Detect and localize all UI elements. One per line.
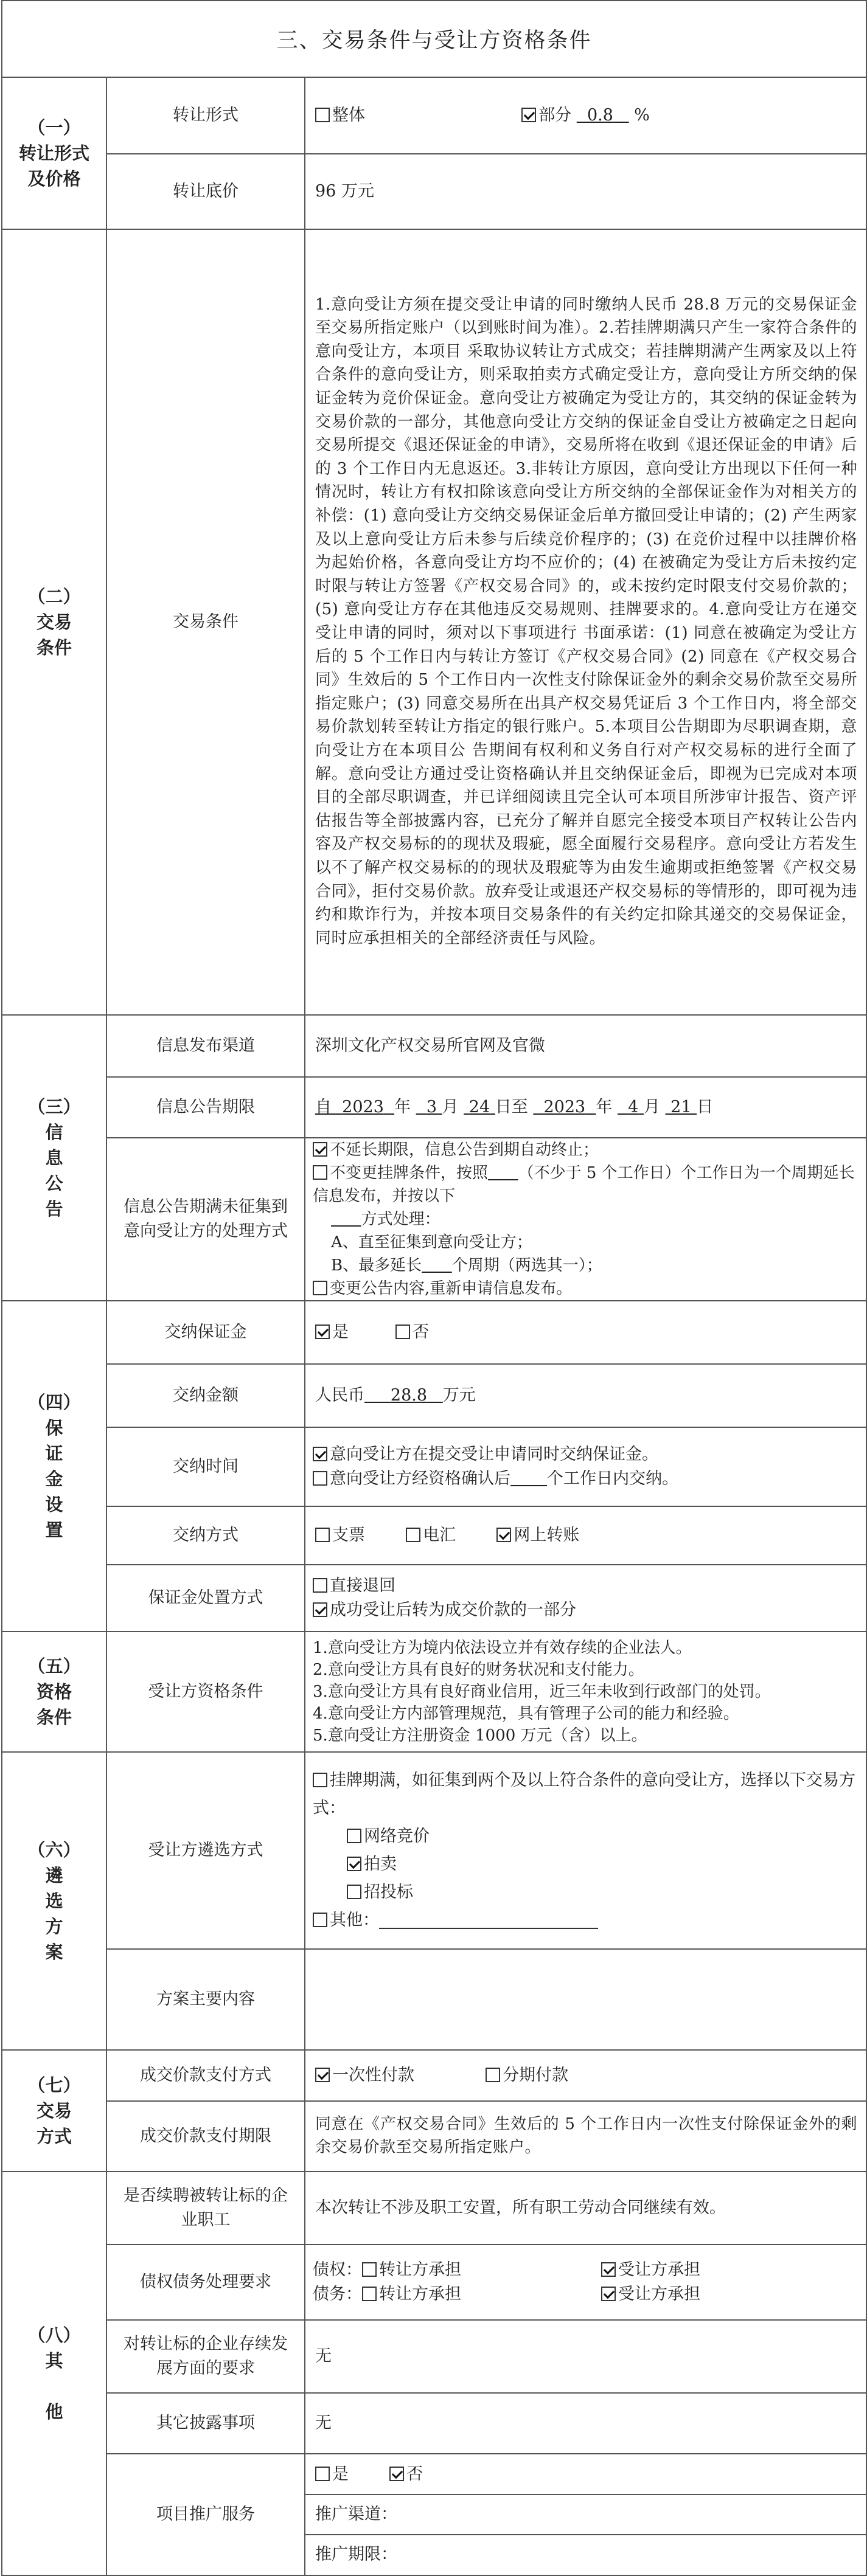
promo-channel: 推广渠道： [305,2495,866,2535]
claim-transferee-checkbox[interactable] [601,2262,616,2277]
section-2-label: （二） 交易 条件 [2,229,106,1015]
channel-label: 信息发布渠道 [106,1015,305,1077]
deposit-method-options: 支票 电汇 网上转账 [305,1506,866,1565]
online-transfer-checkbox[interactable] [496,1528,511,1542]
qualification-item: 2.意向受让方具有良好的财务状况和支付能力。 [313,1661,644,1679]
pay-term-text: 同意在《产权交易合同》生效后的 5 个工作日内一次性支付除保证金外的剩余交易价款至交易所指定账户。 [305,2101,866,2172]
pay-method-options: 一次性付款 分期付款 [305,2050,866,2101]
section-8-label: （八） 其 他 [2,2172,106,2575]
deposit-dispose-label: 保证金处置方式 [106,1565,305,1632]
promo-period: 推广期限： [315,2545,397,2564]
liab-transferor-checkbox[interactable] [362,2287,377,2301]
part-checkbox[interactable] [521,108,536,122]
period-value: 自 2023 年 3 月 24 日至 2023 年 4 月 21 日 [305,1077,866,1138]
other-disclosure-value: 无 [305,2393,866,2454]
expire-handling-options: 不延长期限，信息公告到期自动终止； 不变更挂牌条件，按照 （不少于 5 个工作日）个工作日为一个周期延长信息发布，并按以下 方式处理： A、直至征集到意向受让方； B、最多延长 个周期（两选其一）； 变更公告内容,重新申请信息发布。 [305,1138,866,1301]
refund-checkbox[interactable] [313,1578,327,1593]
section-6-label: （六） 遴 选 方 案 [2,1752,106,2050]
selection-label: 受让方遴选方式 [106,1752,305,1949]
part-value: 0.8 [587,106,613,125]
change-content-checkbox[interactable] [313,1281,327,1295]
qualification-label: 受让方资格条件 [106,1632,305,1752]
extend-checkbox[interactable] [313,1165,327,1180]
time-opt1-checkbox[interactable] [313,1447,327,1461]
deposit-dispose-options: 直接退回 成功受让后转为成交价款的一部分 [305,1565,866,1632]
promotion-label: 项目推广服务 [106,2454,305,2575]
time-opt2-checkbox[interactable] [313,1471,327,1486]
convert-checkbox[interactable] [313,1602,327,1617]
claim-transferor-checkbox[interactable] [362,2262,377,2277]
reserve-price-label: 转让底价 [106,154,305,229]
liab-transferee-checkbox[interactable] [601,2287,616,2301]
deposit-pay-value: 是 否 [305,1301,866,1364]
pay-method-label: 成交价款支付方式 [106,2050,305,2101]
page-title: 三、交易条件与受让方资格条件 [2,1,866,77]
promo-no-checkbox[interactable] [389,2467,404,2481]
lump-sum-checkbox[interactable] [315,2068,330,2082]
requirement-value: 无 [305,2320,866,2393]
staff-label: 是否续聘被转让标的企业职工 [106,2172,305,2245]
promo-yes-checkbox[interactable] [315,2467,330,2481]
period-label: 信息公告期限 [106,1077,305,1138]
whole-label: 整体 [332,106,365,125]
plan-content-label: 方案主要内容 [106,1949,305,2050]
transfer-form-label: 转让形式 [106,77,305,154]
listing-expire-checkbox[interactable] [313,1773,327,1787]
deposit-amount-value: 人民币 28.8 万元 [305,1364,866,1427]
debt-label: 债权债务处理要求 [106,2245,305,2320]
deposit-pay-label: 交纳保证金 [106,1301,305,1364]
wire-checkbox[interactable] [406,1528,420,1542]
online-bid-checkbox[interactable] [347,1829,361,1843]
other-disclosure-label: 其它披露事项 [106,2393,305,2454]
deposit-yes-checkbox[interactable] [315,1324,330,1339]
transfer-form-value [305,77,866,154]
other-checkbox[interactable] [313,1913,327,1927]
part-unit: % [634,106,650,125]
trade-conditions-text: 1.意向受让方须在提交受让申请的同时缴纳人民币 28.8 万元的交易保证金至交易所指定账户（以到账时间为准）。2.若挂牌期满只产生一家符合条件的意向受让方，本项目 采取协议转让方式成交；若挂牌期满产生两家及以上符合条件的意向受让方，则采取拍卖方式确定受让方，意向受让方所交纳的保证金转为竞价保证金。意向受让方被确定为受让方的，其交纳的保证金转为交易价款的一部分，其他意向受让方交纳的保证金自受让方被确定之日起向交易所提交《退还保证金的申请》，交易所将在收到《退还保证金的申请》后的 3 个工作日内无息返还。3.非转让方原因，意向受让方出现以下任何一种情况时，转让方有权扣除该意向受让方所交纳的全部保证金作为对相关方的补偿：(1) 意向受让方交纳交易保证金后单方撤回受让申请的；(2) 产生两家及以上意向受让方后未参与后续竞价程序的；(3) 在竞价过程中以挂牌价格为起始价格，各意向受让方均不应价的；(4) 在被确定为受让方后未按约定时限与转让方签署《产权交易合同》的，或未按约定时限支付交易价款的；(5) 意向受让方存在其他违反交易规则、挂牌要求的。4.意向受让方在递交受让申请的同时，须对以下事项进行 书面承诺：(1) 同意在被确定为受让方后的 5 个工作日内与转让方签订《产权交易合同》(2) 同意在《产权交易合同》生效后的 5 个工作日内一次性支付除保证金外的剩余交易价款至交易所指定账户；(3) 同意交易所在出具产权交易凭证后 3 个工作日内，将全部交易价款划转至转让方指定的银行账户。5.本项目公告期即为尽职调查期，意向受让方在本项目公 告期间有权利和义务自行对产权交易标的进行全面了解。意向受让方通过受让资格确认并且交纳保证金后，即视为已完成对本项目的全部尽职调查，并已详细阅读且完全认可本项目所涉审计报告、资产评估报告等全部披露内容，已充分了解并自愿完全接受本项目产权转让公告内容及产权交易标的的现状及瑕疵，愿全面履行交易程序。意向受让方若发生以不了解产权交易标的的现状及瑕疵等为由发生逾期或拒绝签署《产权交易合同》，拒付交易价款。放弃受让或退还产权交易标的等情形的，即可视为违约和欺诈行为，并按本项目交易条件的有关约定扣除其递交的交易保证金，同时应承担相关的全部经济责任与风险。 [305,229,866,1015]
transaction-conditions-table [1,0,867,2576]
requirement-label: 对转让标的企业存续发展方面的要求 [106,2320,305,2393]
no-extend-checkbox[interactable] [313,1142,327,1157]
qualification-item: 1.意向受让方为境内依法设立并有效存续的企业法人。 [313,1639,692,1657]
section-1-label: （一） 转让形式 及价格 [2,77,106,229]
deposit-time-options: 意向受让方在提交受让申请同时交纳保证金。 意向受让方经资格确认后 个工作日内交纳。 [305,1427,866,1506]
reserve-price-value: 96 万元 [305,154,866,229]
section-3-label: （三） 信 息 公 告 [2,1015,106,1301]
part-label: 部分 [538,106,572,125]
section-5-label: （五） 资格 条件 [2,1632,106,1752]
qualification-item: 5.意向受让方注册资金 1000 万元（含）以上。 [313,1726,647,1745]
plan-content-value[interactable] [305,1949,866,2050]
pay-term-label: 成交价款支付期限 [106,2101,305,2172]
channel-value: 深圳文化产权交易所官网及官微 [305,1015,866,1077]
auction-checkbox[interactable] [347,1857,361,1871]
qualification-item: 3.意向受让方具有良好商业信用，近三年未收到行政部门的处罚。 [313,1683,771,1701]
debt-options: 债权： 转让方承担 受让方承担 债务： 转让方承担 受让方承担 [305,2245,866,2320]
section-7-label: （七） 交易 方式 [2,2050,106,2172]
selection-options: 挂牌期满，如征集到两个及以上符合条件的意向受让方，选择以下交易方式： 网络竞价 拍卖 招投标 其他： [305,1752,866,1949]
tender-checkbox[interactable] [347,1885,361,1899]
cheque-checkbox[interactable] [315,1528,330,1542]
expire-handling-label: 信息公告期满未征集到意向受让方的处理方式 [106,1138,305,1301]
staff-text: 本次转让不涉及职工安置，所有职工劳动合同继续有效。 [305,2172,866,2245]
trade-conditions-label: 交易条件 [106,229,305,1015]
deposit-time-label: 交纳时间 [106,1427,305,1506]
qualification-item: 4.意向受让方内部管理规范，具有管理子公司的能力和经验。 [313,1705,739,1723]
deposit-amount-label: 交纳金额 [106,1364,305,1427]
qualification-list [305,1632,866,1752]
deposit-no-checkbox[interactable] [395,1324,410,1339]
deposit-method-label: 交纳方式 [106,1506,305,1565]
installment-checkbox[interactable] [486,2068,500,2082]
whole-checkbox[interactable] [315,108,330,122]
promotion-options: 是 否 推广渠道： 推广期限： [305,2454,866,2575]
section-4-label: （四） 保 证 金 设 置 [2,1301,106,1632]
